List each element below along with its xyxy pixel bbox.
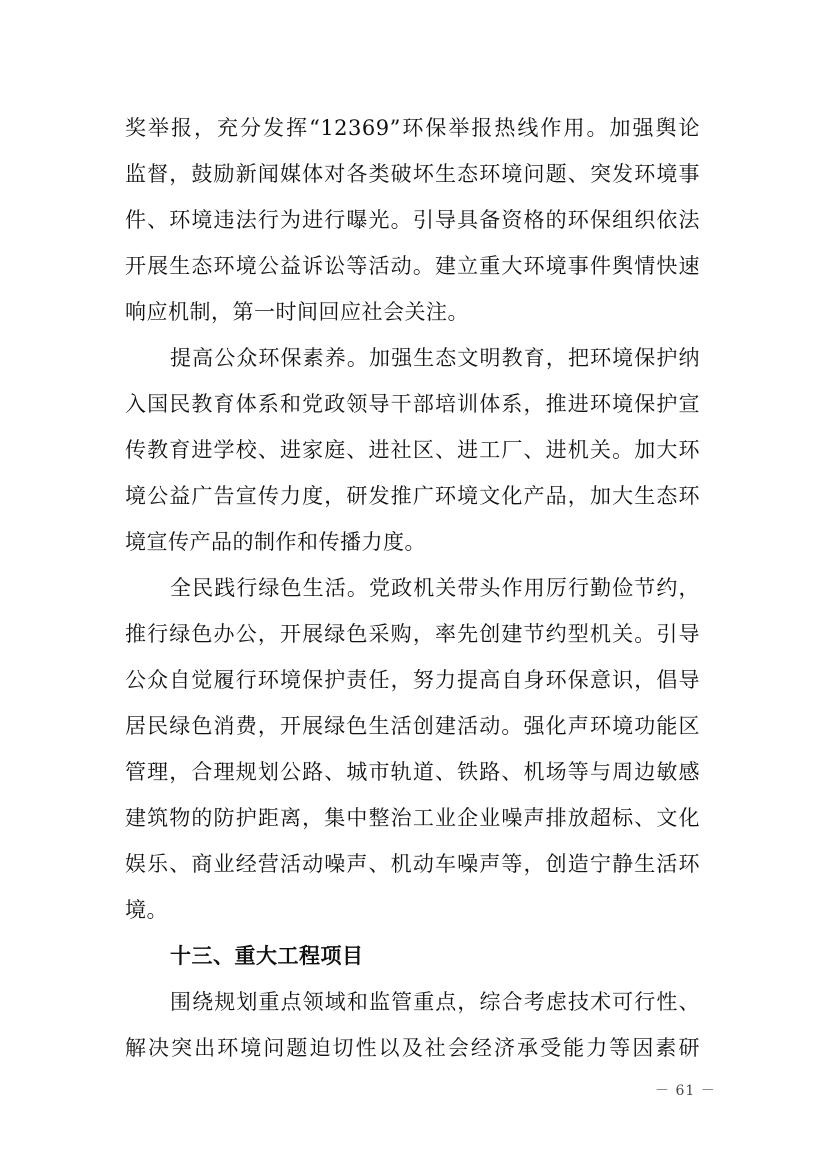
paragraph-line: 建筑物的防护距离，集中整治工业企业噪声排放超标、文化 [125, 806, 700, 830]
paragraph-line: 公众自觉履行环境保护责任，努力提高自身环保意识，倡导 [125, 668, 700, 692]
paragraph-line: 围绕规划重点领域和监管重点，综合考虑技术可行性、 [170, 990, 700, 1014]
paragraph-line: 境。 [125, 898, 168, 922]
paragraph-line: 居民绿色消费，开展绿色生活创建活动。强化声环境功能区 [125, 714, 700, 738]
paragraph-line: 奖举报，充分发挥“12369”环保举报热线作用。加强舆论 [125, 116, 700, 140]
paragraph-line: 管理，合理规划公路、城市轨道、铁路、机场等与周边敏感 [125, 760, 700, 784]
section-heading: 十三、重大工程项目 [170, 944, 364, 968]
paragraph-line: 解决突出环境问题迫切性以及社会经济承受能力等因素研 [125, 1036, 700, 1060]
paragraph-line: 件、环境违法行为进行曝光。引导具备资格的环保组织依法 [125, 208, 700, 232]
page-number: － 61 － [655, 1083, 716, 1099]
paragraph-line: 提高公众环保素养。加强生态文明教育，把环境保护纳 [170, 346, 700, 370]
paragraph-line: 入国民教育体系和党政领导干部培训体系，推进环境保护宣 [125, 392, 700, 416]
paragraph-line: 境公益广告宣传力度，研发推广环境文化产品，加大生态环 [125, 484, 700, 508]
paragraph-line: 娱乐、商业经营活动噪声、机动车噪声等，创造宁静生活环 [125, 852, 700, 876]
paragraph-line: 推行绿色办公，开展绿色采购，率先创建节约型机关。引导 [125, 622, 700, 646]
paragraph-line: 响应机制，第一时间回应社会关注。 [125, 300, 469, 324]
paragraph-line: 监督，鼓励新闻媒体对各类破坏生态环境问题、突发环境事 [125, 162, 700, 186]
paragraph-line: 全民践行绿色生活。党政机关带头作用厉行勤俭节约， [170, 576, 700, 600]
paragraph-line: 开展生态环境公益诉讼等活动。建立重大环境事件舆情快速 [125, 254, 700, 278]
paragraph-line: 传教育进学校、进家庭、进社区、进工厂、进机关。加大环 [125, 438, 700, 462]
paragraph-line: 境宣传产品的制作和传播力度。 [125, 530, 426, 554]
